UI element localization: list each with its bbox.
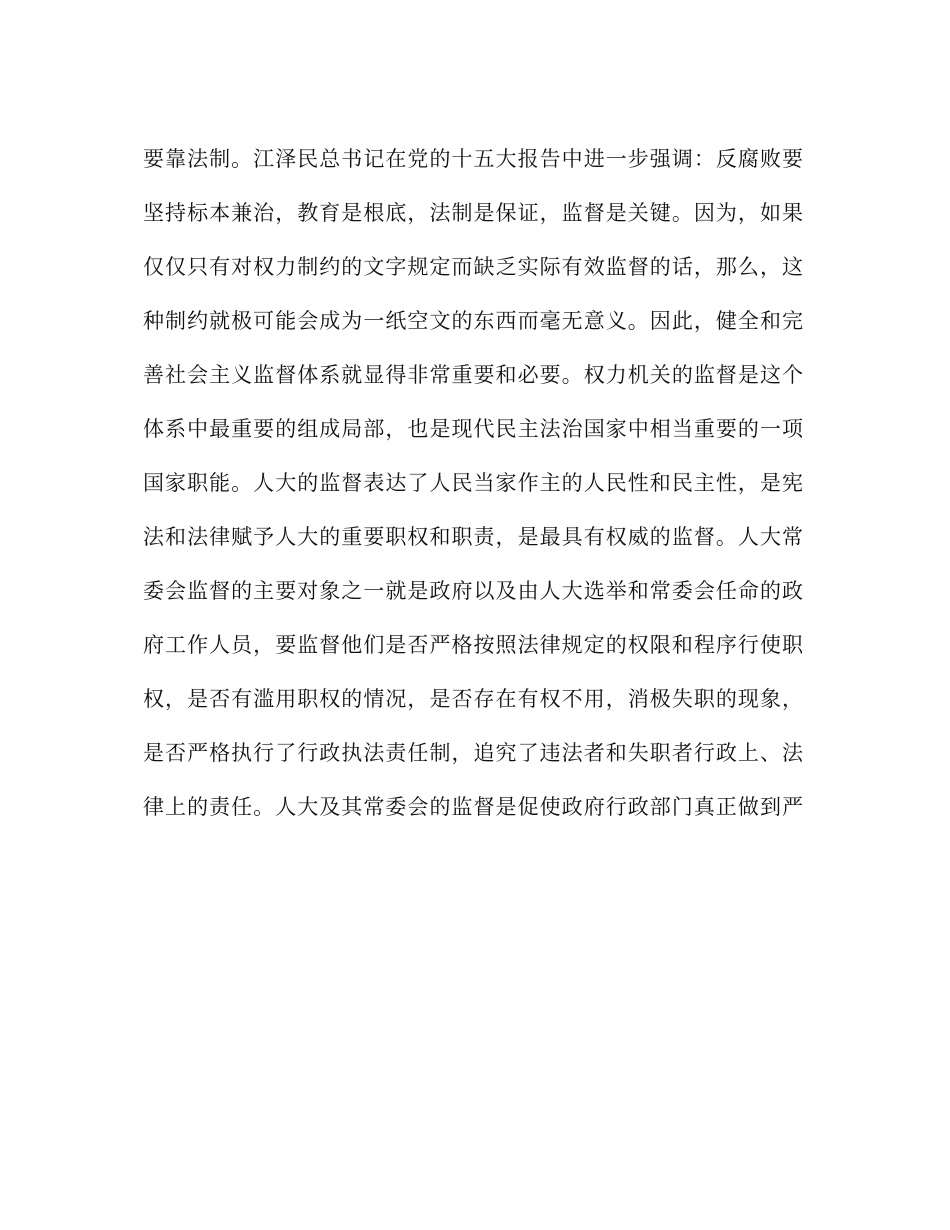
text-line: 体系中最重要的组成局部，也是现代民主法治国家中相当重要的一项: [143, 417, 803, 441]
text-line: 委会监督的主要对象之一就是政府以及由人大选举和常委会任命的政: [143, 579, 803, 603]
text-line: 律上的责任。人大及其常委会的监督是促使政府行政部门真正做到严: [143, 795, 803, 819]
text-line: 坚持标本兼治，教育是根底，法制是保证，监督是关键。因为，如果: [143, 201, 803, 225]
text-line: 权，是否有滥用职权的情况，是否存在有权不用，消极失职的现象，: [143, 687, 803, 711]
text-line: 法和法律赋予人大的重要职权和职责，是最具有权威的监督。人大常: [143, 525, 803, 549]
text-line: 是否严格执行了行政执法责任制，追究了违法者和失职者行政上、法: [143, 741, 803, 765]
text-line: 府工作人员，要监督他们是否严格按照法律规定的权限和程序行使职: [143, 633, 803, 657]
text-line: 要靠法制。江泽民总书记在党的十五大报告中进一步强调：反腐败要: [143, 147, 803, 171]
text-line: 仅仅只有对权力制约的文字规定而缺乏实际有效监督的话，那么，这: [143, 255, 803, 279]
body-text: [143, 138, 803, 840]
text-line: 种制约就极可能会成为一纸空文的东西而毫无意义。因此，健全和完: [143, 309, 803, 333]
text-line: 国家职能。人大的监督表达了人民当家作主的人民性和民主性，是宪: [143, 471, 803, 495]
text-line: 善社会主义监督体系就显得非常重要和必要。权力机关的监督是这个: [143, 363, 803, 387]
